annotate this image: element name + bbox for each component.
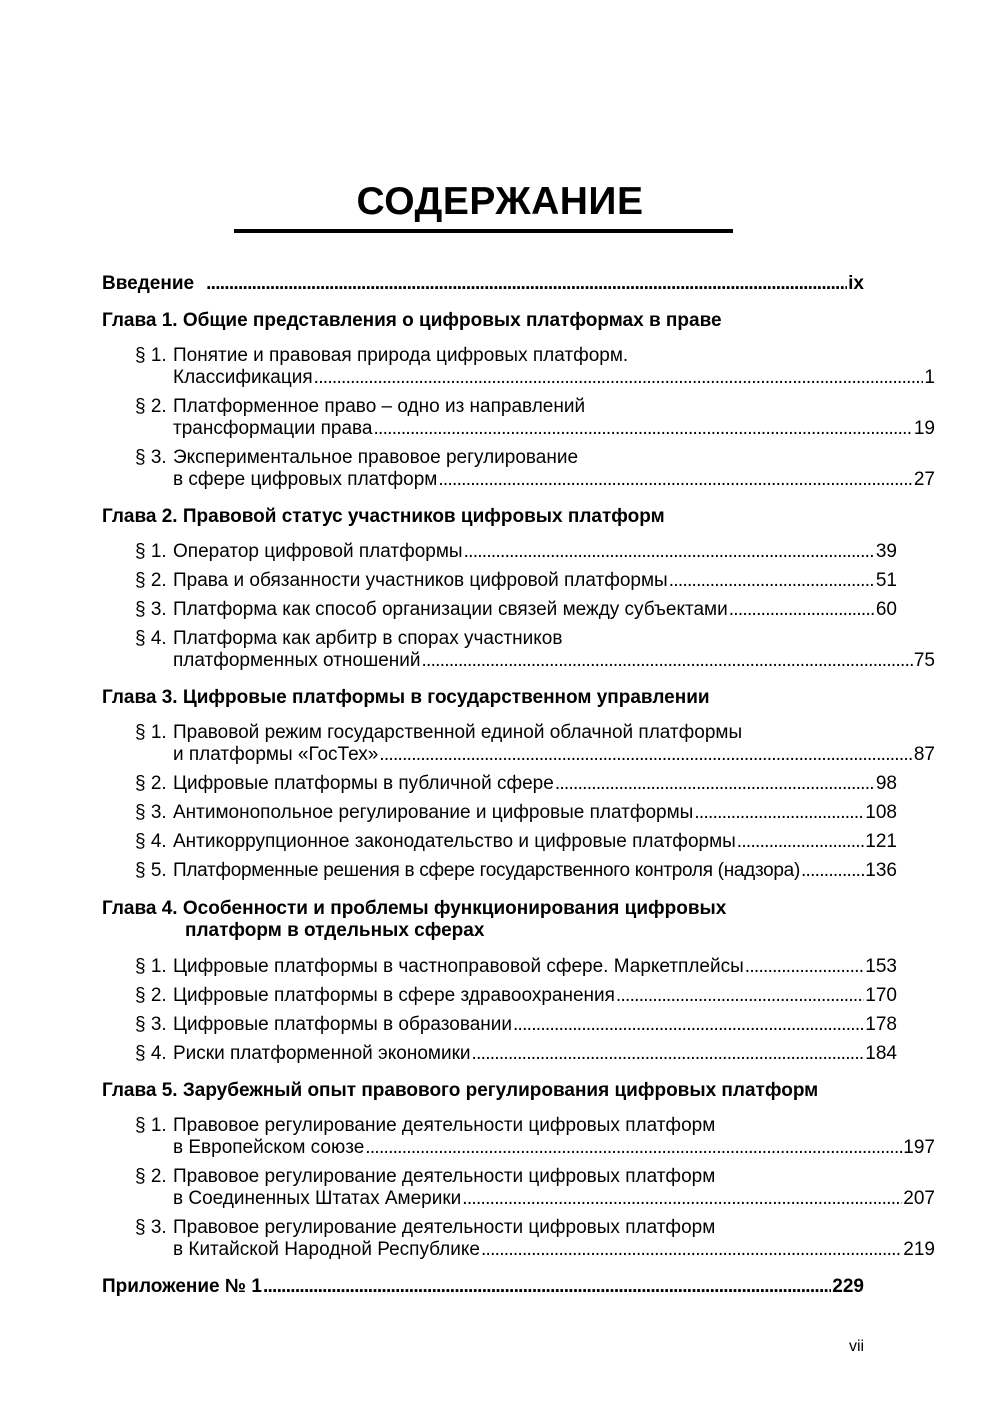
toc-entry-label: Приложение № 1 bbox=[102, 1276, 262, 1297]
dot-leader bbox=[464, 541, 875, 563]
toc-page-number: 60 bbox=[875, 599, 897, 620]
toc-chapter-4[interactable] bbox=[102, 898, 864, 942]
chapter-title: Глава 2. Правовой статус участников цифровых платформ bbox=[102, 506, 665, 527]
section-title: Правовое регулирование деятельности цифровых платформ bbox=[173, 1217, 716, 1238]
section-title: Платформенное право – одно из направлений bbox=[173, 396, 586, 417]
toc-entry-appendix[interactable] bbox=[102, 1276, 864, 1298]
section-title: Права и обязанности участников цифровой платформы bbox=[173, 570, 668, 591]
dot-leader bbox=[421, 650, 912, 672]
toc-section[interactable] bbox=[102, 447, 935, 491]
toc-page-number: 170 bbox=[865, 985, 897, 1006]
section-mark: § 1. bbox=[135, 722, 167, 743]
chapter-title: Глава 5. Зарубежный опыт правового регулирования цифровых платформ bbox=[102, 1080, 819, 1101]
section-title-cont: Классификация bbox=[173, 367, 313, 388]
section-mark: § 3. bbox=[135, 1217, 167, 1238]
section-title-cont: и платформы «ГосТех» bbox=[173, 744, 379, 765]
section-title-cont: в Соединенных Штатах Америки bbox=[173, 1188, 462, 1209]
section-title: Правовое регулирование деятельности цифровых платформ bbox=[173, 1115, 716, 1136]
toc-page-number: 108 bbox=[865, 802, 897, 823]
page-title: СОДЕРЖАНИЕ bbox=[356, 180, 644, 223]
dot-leader bbox=[365, 1137, 902, 1159]
section-mark: § 3. bbox=[135, 447, 167, 468]
chapter-title: Глава 3. Цифровые платформы в государственном управлении bbox=[102, 687, 710, 708]
toc-section[interactable] bbox=[102, 802, 897, 824]
toc-page-number: 19 bbox=[913, 418, 935, 439]
dot-leader bbox=[694, 802, 864, 824]
toc-section[interactable] bbox=[102, 396, 935, 440]
section-mark: § 1. bbox=[135, 1115, 167, 1136]
toc-chapter-3[interactable] bbox=[102, 687, 864, 709]
section-title-cont: в Европейском союзе bbox=[173, 1137, 365, 1158]
section-mark: § 3. bbox=[135, 1014, 167, 1035]
toc-page-number: 121 bbox=[865, 831, 897, 852]
section-title: Антимонопольное регулирование и цифровые платформы bbox=[173, 802, 694, 823]
dot-leader bbox=[737, 831, 865, 853]
dot-leader bbox=[373, 418, 912, 440]
section-title: Платформа как способ организации связей между субъектами bbox=[173, 599, 728, 620]
toc-page-number: 1 bbox=[924, 367, 935, 388]
toc-page-number: ix bbox=[848, 273, 864, 294]
toc-section[interactable] bbox=[102, 570, 897, 592]
toc-page-number: 87 bbox=[913, 744, 935, 765]
toc-page-number: 229 bbox=[832, 1276, 864, 1297]
dot-leader bbox=[206, 273, 847, 295]
section-title: Платформа как арбитр в спорах участников bbox=[173, 628, 563, 649]
section-mark: § 2. bbox=[135, 570, 167, 591]
dot-leader bbox=[513, 1014, 864, 1036]
section-title-cont: трансформации права bbox=[173, 418, 373, 439]
toc-section[interactable] bbox=[102, 599, 897, 621]
toc-page-number: 39 bbox=[875, 541, 897, 562]
section-title: Оператор цифровой платформы bbox=[173, 541, 463, 562]
toc-page-number: 75 bbox=[913, 650, 935, 671]
section-title-cont: в Китайской Народной Республике bbox=[173, 1239, 480, 1260]
dot-leader bbox=[314, 367, 924, 389]
toc-page-number: 178 bbox=[865, 1014, 897, 1035]
toc-section[interactable] bbox=[102, 773, 897, 795]
toc-chapter-2[interactable] bbox=[102, 506, 864, 528]
dot-leader bbox=[555, 773, 875, 795]
section-mark: § 5. bbox=[135, 860, 167, 881]
dot-leader bbox=[472, 1043, 865, 1065]
dot-leader bbox=[745, 956, 865, 978]
section-title: Цифровые платформы в публичной сфере bbox=[173, 773, 554, 794]
section-mark: § 4. bbox=[135, 831, 167, 852]
dot-leader bbox=[263, 1276, 831, 1298]
toc-section[interactable] bbox=[102, 722, 935, 766]
section-mark: § 1. bbox=[135, 956, 167, 977]
section-title: Антикоррупционное законодательство и цифровые платформы bbox=[173, 831, 736, 852]
toc-section[interactable] bbox=[102, 541, 897, 563]
dot-leader bbox=[481, 1239, 902, 1261]
toc-section[interactable] bbox=[102, 1217, 935, 1261]
section-mark: § 3. bbox=[135, 599, 167, 620]
toc-page-number: 207 bbox=[903, 1188, 935, 1209]
chapter-title: Глава 1. Общие представления о цифровых платформах в праве bbox=[102, 310, 722, 331]
toc-section[interactable] bbox=[102, 1043, 897, 1065]
toc-page-number: 153 bbox=[865, 956, 897, 977]
dot-leader bbox=[801, 860, 864, 882]
toc-section[interactable] bbox=[102, 1014, 897, 1036]
chapter-title-cont: платформ в отдельных сферах bbox=[185, 920, 485, 941]
section-mark: § 2. bbox=[135, 773, 167, 794]
toc-chapter-5[interactable] bbox=[102, 1080, 864, 1102]
toc-page-number: 98 bbox=[875, 773, 897, 794]
title-underline bbox=[234, 229, 733, 233]
section-mark: § 1. bbox=[135, 541, 167, 562]
toc-section[interactable] bbox=[102, 860, 897, 882]
section-title-cont: в сфере цифровых платформ bbox=[173, 469, 438, 490]
toc-entry-intro[interactable] bbox=[102, 273, 864, 295]
section-title: Экспериментальное правовое регулирование bbox=[173, 447, 579, 468]
toc-page-number: 27 bbox=[913, 469, 935, 490]
section-mark: § 2. bbox=[135, 985, 167, 1006]
section-title: Понятие и правовая природа цифровых платформ. bbox=[173, 345, 629, 366]
section-title: Цифровые платформы в сфере здравоохранения bbox=[173, 985, 615, 1006]
dot-leader bbox=[669, 570, 875, 592]
toc-chapter-1[interactable] bbox=[102, 310, 864, 332]
section-mark: § 3. bbox=[135, 802, 167, 823]
section-mark: § 1. bbox=[135, 345, 167, 366]
dot-leader bbox=[438, 469, 913, 491]
toc-page-number: 219 bbox=[903, 1239, 935, 1260]
toc-section[interactable] bbox=[102, 831, 897, 853]
section-title: Правовое регулирование деятельности цифровых платформ bbox=[173, 1166, 716, 1187]
page-folio: vii bbox=[849, 1338, 865, 1355]
dot-leader bbox=[462, 1188, 902, 1210]
toc-page-number: 51 bbox=[875, 570, 897, 591]
section-mark: § 4. bbox=[135, 628, 167, 649]
section-title: Цифровые платформы в частноправовой сфере. Маркетплейсы bbox=[173, 956, 744, 977]
dot-leader bbox=[379, 744, 913, 766]
section-mark: § 4. bbox=[135, 1043, 167, 1064]
toc-section[interactable] bbox=[102, 345, 935, 389]
section-title-cont: платформенных отношений bbox=[173, 650, 421, 671]
dot-leader bbox=[616, 985, 864, 1007]
section-title: Цифровые платформы в образовании bbox=[173, 1014, 512, 1035]
toc-section[interactable] bbox=[102, 1115, 935, 1159]
toc-section[interactable] bbox=[102, 985, 897, 1007]
section-title: Правовой режим государственной единой облачной платформы bbox=[173, 722, 743, 743]
toc-section[interactable] bbox=[102, 1166, 935, 1210]
toc-section[interactable] bbox=[102, 956, 897, 978]
toc-page-number: 197 bbox=[903, 1137, 935, 1158]
section-mark: § 2. bbox=[135, 396, 167, 417]
section-title: Риски платформенной экономики bbox=[173, 1043, 471, 1064]
toc-page-number: 184 bbox=[865, 1043, 897, 1064]
toc-page-number: 136 bbox=[865, 860, 897, 881]
section-title: Платформенные решения в сфере государственного контроля (надзора) bbox=[173, 860, 800, 881]
section-mark: § 2. bbox=[135, 1166, 167, 1187]
chapter-title: Глава 4. Особенности и проблемы функционирования цифровых bbox=[102, 898, 727, 919]
toc-entry-label: Введение bbox=[102, 273, 195, 294]
toc-section[interactable] bbox=[102, 628, 935, 672]
dot-leader bbox=[729, 599, 875, 621]
